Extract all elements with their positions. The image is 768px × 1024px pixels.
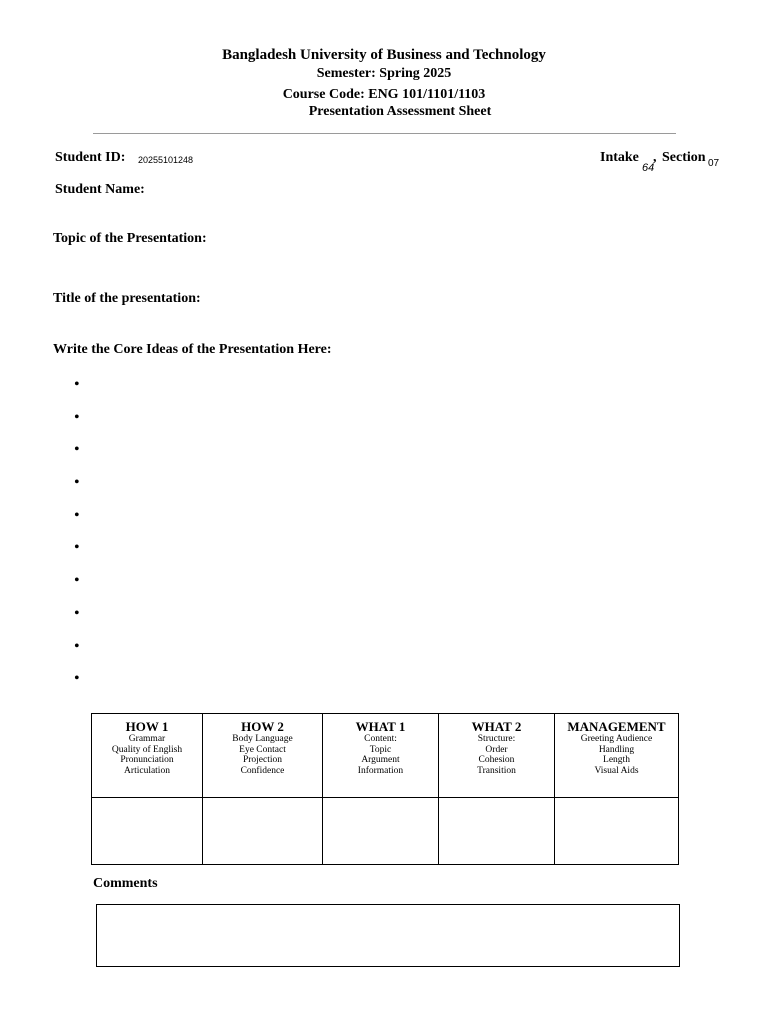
rubric-category-title: WHAT 2	[471, 719, 522, 734]
course-code: Course Code: ENG 101/1101/1103	[282, 87, 486, 102]
rubric-criterion: Eye Contact	[239, 744, 286, 755]
rubric-criterion: Cohesion	[478, 755, 515, 765]
rubric-criterion: Pronunciation	[120, 755, 174, 765]
core-idea-item[interactable]	[74, 470, 80, 503]
score-cell-management[interactable]	[555, 798, 679, 865]
core-ideas-list	[74, 372, 80, 699]
rubric-criterion: Order	[485, 744, 508, 755]
rubric-criterion: Transition	[477, 765, 516, 776]
rubric-category-how2	[203, 714, 323, 798]
rubric-category-title: WHAT 1	[355, 719, 406, 734]
rubric-criterion: Body Language	[232, 734, 293, 744]
section-label: Section	[662, 150, 706, 165]
section-value[interactable]: 07	[708, 158, 720, 169]
core-ideas-label: Write the Core Ideas of the Presentation Here:	[53, 342, 332, 357]
rubric-category-title: MANAGEMENT	[567, 719, 666, 734]
core-idea-item[interactable]	[74, 535, 80, 568]
rubric-criterion: Information	[357, 765, 404, 776]
core-idea-item[interactable]	[74, 601, 80, 634]
rubric-category-management	[555, 714, 679, 798]
core-idea-item[interactable]	[74, 568, 80, 601]
score-cell-how1[interactable]	[92, 798, 203, 865]
student-id-label: Student ID:	[55, 150, 126, 165]
assessment-rubric-table	[91, 713, 679, 865]
rubric-criterion: Greeting Audience	[580, 734, 653, 744]
sheet-title: Presentation Assessment Sheet	[308, 104, 492, 119]
university-name: Bangladesh University of Business and Technology	[222, 47, 546, 63]
rubric-criterion: Handling	[598, 744, 635, 755]
rubric-criterion: Content:	[364, 734, 397, 744]
core-idea-item[interactable]	[74, 503, 80, 536]
title-label: Title of the presentation:	[53, 291, 201, 306]
rubric-criterion: Grammar	[128, 734, 166, 744]
intake-comma: ,	[653, 150, 657, 165]
rubric-criterion: Quality of English	[111, 744, 183, 755]
rubric-header-row	[92, 714, 679, 798]
comments-label: Comments	[93, 876, 158, 891]
rubric-category-title: HOW 1	[125, 719, 169, 734]
rubric-criterion: Visual Aids	[594, 765, 639, 776]
rubric-criterion: Structure:	[477, 734, 516, 744]
semester: Semester: Spring 2025	[316, 66, 452, 81]
header-divider	[93, 133, 676, 134]
intake-value[interactable]: 64	[642, 162, 655, 174]
rubric-category-how1	[92, 714, 203, 798]
core-idea-item[interactable]	[74, 405, 80, 438]
rubric-category-what1	[323, 714, 439, 798]
score-cell-how2[interactable]	[203, 798, 323, 865]
rubric-criterion: Topic	[369, 744, 392, 755]
rubric-category-title: HOW 2	[241, 719, 284, 734]
score-cell-what2[interactable]	[439, 798, 555, 865]
rubric-score-row	[92, 798, 679, 865]
core-idea-item[interactable]	[74, 666, 80, 699]
student-id-value[interactable]: 20255101248	[138, 155, 194, 165]
comments-box[interactable]	[96, 904, 680, 967]
rubric-criterion: Length	[603, 755, 630, 765]
rubric-category-what2	[439, 714, 555, 798]
rubric-criterion: Confidence	[240, 765, 285, 776]
rubric-criterion: Articulation	[124, 765, 170, 776]
score-cell-what1[interactable]	[323, 798, 439, 865]
core-idea-item[interactable]	[74, 372, 80, 405]
rubric-criterion: Argument	[361, 755, 400, 765]
rubric-criterion: Projection	[242, 755, 283, 765]
intake-label: Intake	[600, 150, 639, 165]
student-name-label: Student Name:	[55, 182, 145, 197]
core-idea-item[interactable]	[74, 437, 80, 470]
core-idea-item[interactable]	[74, 634, 80, 667]
topic-label: Topic of the Presentation:	[53, 231, 207, 246]
